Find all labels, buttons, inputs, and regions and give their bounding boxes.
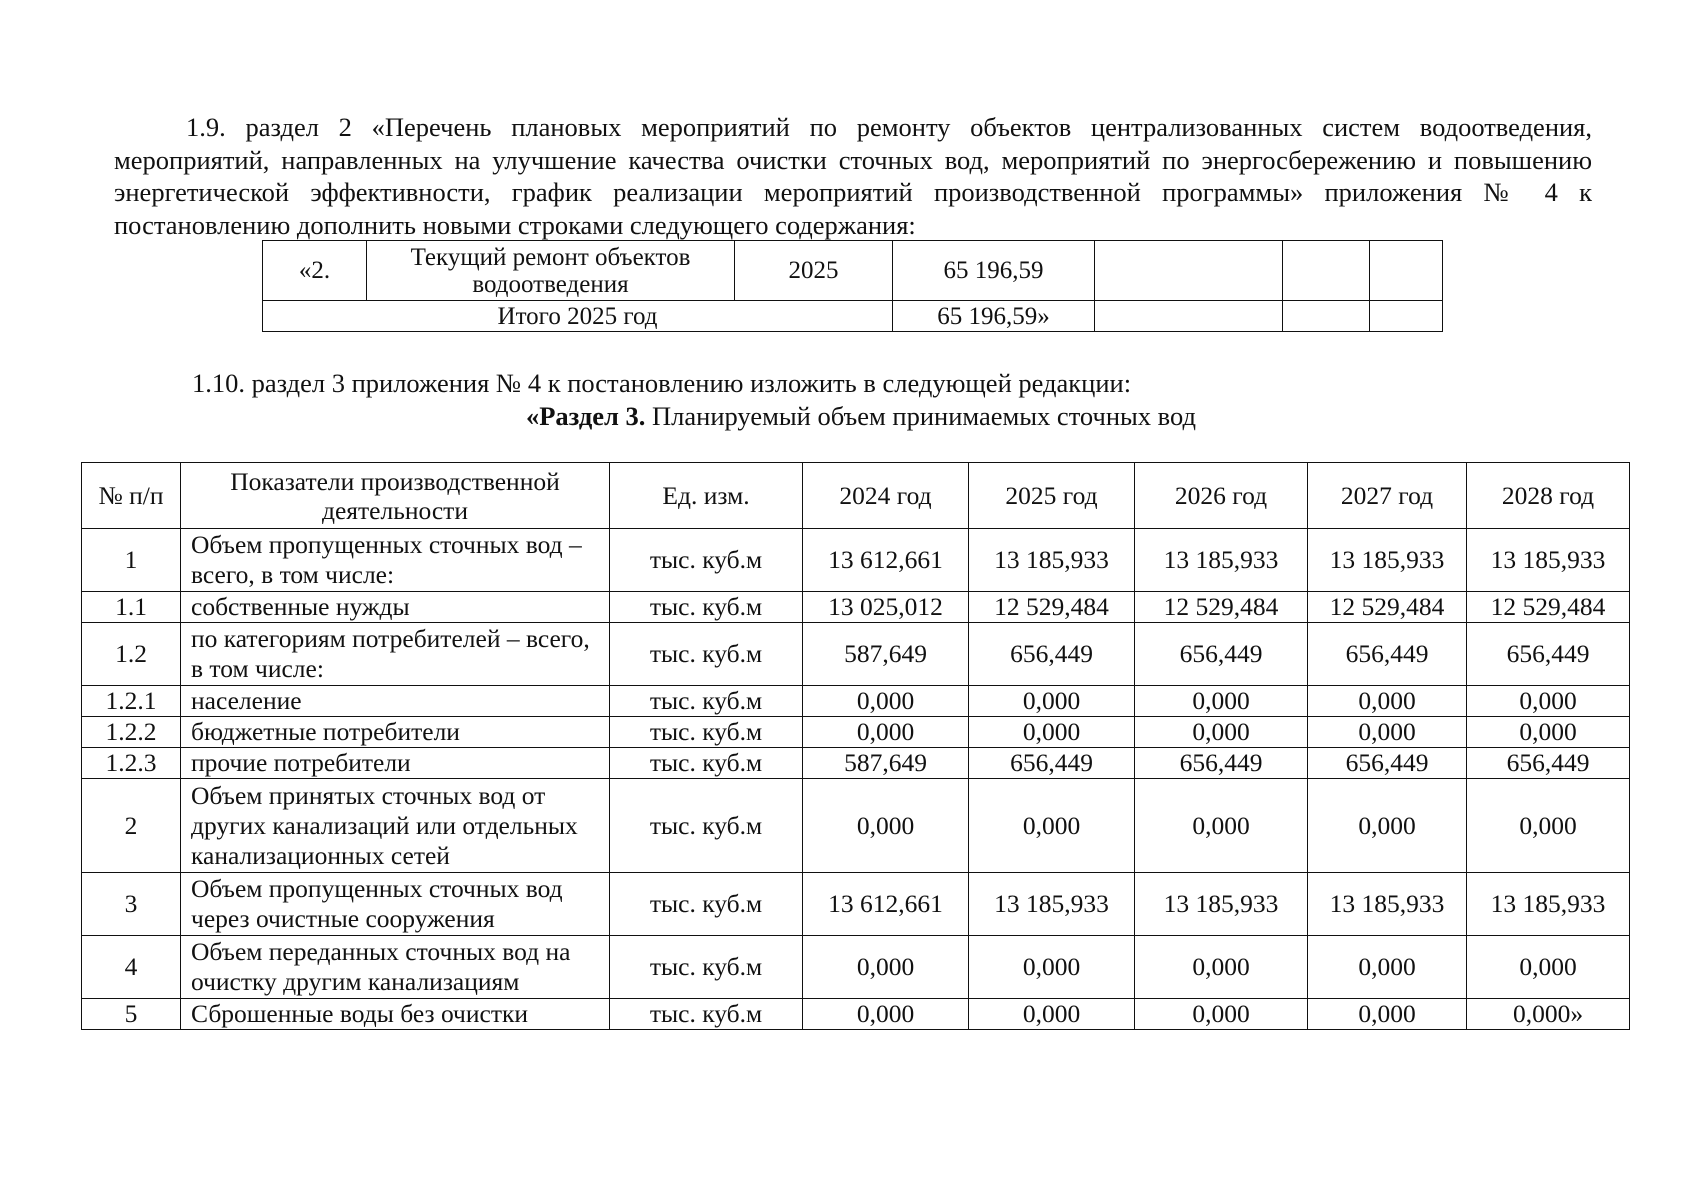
year-value: 656,449 [1308,748,1467,779]
year-value: 0,000 [803,999,969,1030]
year-value: 0,000 [969,936,1135,999]
header-cell: 2025 год [969,463,1135,529]
table-row [82,592,1630,623]
header-row [82,463,1630,529]
year-value: 656,449 [969,748,1135,779]
year-value: 656,449 [1135,623,1308,686]
empty-cell [1370,241,1443,301]
year-value: 587,649 [803,623,969,686]
year-value: 656,449 [1467,623,1630,686]
empty-cell [1283,241,1370,301]
header-cell: № п/п [82,463,181,529]
year-value: 0,000 [969,717,1135,748]
year-value: 0,000 [1308,999,1467,1030]
year-value: 0,000 [969,999,1135,1030]
row-number: 1 [82,529,181,592]
year-value: 0,000 [1467,686,1630,717]
year-value: 12 529,484 [1308,592,1467,623]
event-amount: 65 196,59 [893,241,1095,301]
row-number: 4 [82,936,181,999]
row-number: «2. [263,241,367,301]
table-row [82,936,1630,999]
year-value: 0,000 [1308,686,1467,717]
wastewater-volume-table [81,462,1630,1030]
year-value: 587,649 [803,748,969,779]
row-number: 1.2.2 [82,717,181,748]
row-number: 2 [82,779,181,873]
empty-cell [1370,301,1443,332]
table-row [82,623,1630,686]
year-value: 0,000» [1467,999,1630,1030]
total-amount: 65 196,59» [893,301,1095,332]
year-value: 13 185,933 [1467,873,1630,936]
unit: тыс. куб.м [610,592,803,623]
year-value: 13 025,012 [803,592,969,623]
indicator-name: Объем пропущенных сточных вод через очистные сооружения [181,873,610,936]
year-value: 13 185,933 [1308,529,1467,592]
header-cell: 2027 год [1308,463,1467,529]
year-value: 13 612,661 [803,873,969,936]
header-cell: 2024 год [803,463,969,529]
year-value: 0,000 [1135,936,1308,999]
year-value: 13 185,933 [1135,529,1308,592]
year-value: 0,000 [969,779,1135,873]
year-value: 13 185,933 [1467,529,1630,592]
year-value: 0,000 [1467,936,1630,999]
year-value: 0,000 [1467,779,1630,873]
indicator-name: Объем принятых сточных вод от других канализаций или отдельных канализационных сетей [181,779,610,873]
indicator-name: население [181,686,610,717]
table-row [263,241,1443,301]
event-name: Текущий ремонт объектов водоотведения [367,241,735,301]
row-number: 1.2.3 [82,748,181,779]
year-value: 13 185,933 [1135,873,1308,936]
year-value: 0,000 [803,686,969,717]
empty-cell [1283,301,1370,332]
indicator-name: Объем переданных сточных вод на очистку другим канализациям [181,936,610,999]
unit: тыс. куб.м [610,686,803,717]
empty-cell [1095,241,1283,301]
year-value: 0,000 [803,717,969,748]
section-3-heading [526,400,1196,432]
year-value: 12 529,484 [1135,592,1308,623]
heading-rest: Планируемый объем принимаемых сточных вод [645,401,1196,431]
year-value: 13 185,933 [969,529,1135,592]
row-number: 3 [82,873,181,936]
row-number: 1.1 [82,592,181,623]
year-value: 656,449 [1467,748,1630,779]
unit: тыс. куб.м [610,529,803,592]
section-1-10-paragraph: 1.10. раздел 3 приложения № 4 к постановлению изложить в следующей редакции: [192,368,1132,398]
table-row [82,999,1630,1030]
year-value: 0,000 [1135,779,1308,873]
year-value: 0,000 [1308,936,1467,999]
row-number: 1.2 [82,623,181,686]
unit: тыс. куб.м [610,717,803,748]
row-number: 5 [82,999,181,1030]
total-label: Итого 2025 год [263,301,893,332]
year-value: 0,000 [803,779,969,873]
year-value: 13 185,933 [1308,873,1467,936]
year-value: 12 529,484 [969,592,1135,623]
section-1-9-paragraph: 1.9. раздел 2 «Перечень плановых мероприятий по ремонту объектов централизованных систем водоотведения, мероприятий, направленных на улучшение качества очистки сточных вод, мероприятий по энергосбережению и повышению энергетической эффективности, график реализации мероприятий производственной программы» приложения № 4 к постановлению дополнить новыми строками следующего содержания: [114,112,1592,240]
header-cell: 2026 год [1135,463,1308,529]
year-value: 0,000 [1135,686,1308,717]
year-value: 656,449 [1308,623,1467,686]
year-value: 12 529,484 [1467,592,1630,623]
table-row [82,529,1630,592]
year-value: 0,000 [1467,717,1630,748]
year-value: 13 612,661 [803,529,969,592]
year-value: 656,449 [1135,748,1308,779]
year-value: 0,000 [803,936,969,999]
table-row [82,686,1630,717]
header-cell: Показатели производственной деятельности [181,463,610,529]
table-row [82,873,1630,936]
unit: тыс. куб.м [610,779,803,873]
year-value: 0,000 [1308,779,1467,873]
table-row [82,717,1630,748]
indicator-name: бюджетные потребители [181,717,610,748]
header-cell: 2028 год [1467,463,1630,529]
indicator-name: Сброшенные воды без очистки [181,999,610,1030]
indicator-name: прочие потребители [181,748,610,779]
unit: тыс. куб.м [610,873,803,936]
amendment-table [262,240,1443,332]
year-value: 656,449 [969,623,1135,686]
unit: тыс. куб.м [610,999,803,1030]
year-value: 0,000 [1135,717,1308,748]
unit: тыс. куб.м [610,936,803,999]
total-row [263,301,1443,332]
unit: тыс. куб.м [610,623,803,686]
indicator-name: собственные нужды [181,592,610,623]
heading-bold-part: «Раздел 3. [526,401,646,431]
table-row [82,748,1630,779]
year-value: 0,000 [969,686,1135,717]
year-value: 0,000 [1135,999,1308,1030]
header-cell: Ед. изм. [610,463,803,529]
empty-cell [1095,301,1283,332]
year-value: 13 185,933 [969,873,1135,936]
unit: тыс. куб.м [610,748,803,779]
indicator-name: Объем пропущенных сточных вод – всего, в том числе: [181,529,610,592]
event-year: 2025 [735,241,893,301]
indicator-name: по категориям потребителей – всего, в том числе: [181,623,610,686]
table-row [82,779,1630,873]
row-number: 1.2.1 [82,686,181,717]
year-value: 0,000 [1308,717,1467,748]
